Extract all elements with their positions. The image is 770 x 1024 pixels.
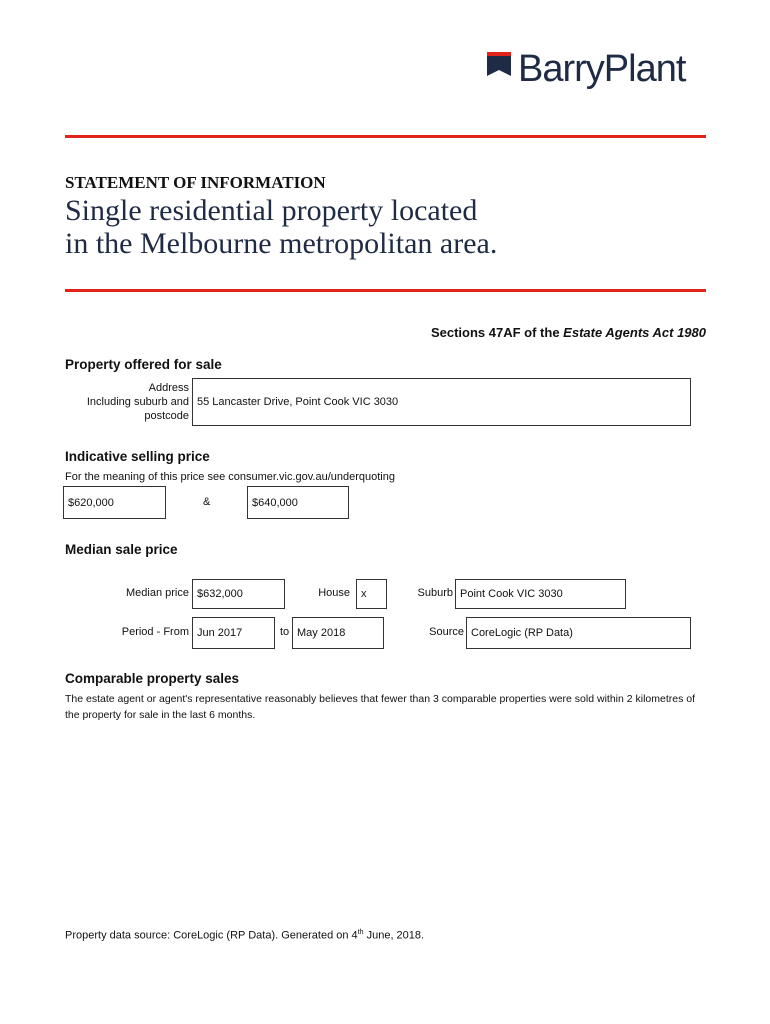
address-label-line-2: Including suburb and (86, 396, 189, 408)
footer-superscript: th (357, 929, 364, 936)
address-label (65, 381, 189, 423)
median-heading: Median sale price (65, 542, 178, 557)
house-checkbox[interactable]: x (356, 579, 387, 609)
price-high-field[interactable]: $640,000 (247, 486, 349, 519)
comparable-heading: Comparable property sales (65, 671, 240, 686)
title-line-1: Single residential property located (65, 194, 478, 227)
period-to-label: to (280, 626, 290, 638)
median-price-label: Median price (126, 587, 189, 599)
footer-text-end: June, 2018. (363, 929, 425, 942)
price-low-field[interactable]: $620,000 (63, 486, 166, 519)
page-title (65, 194, 685, 260)
period-from-field[interactable]: Jun 2017 (192, 617, 275, 649)
middle-divider (65, 289, 706, 292)
address-label-line-3: postcode (144, 410, 189, 422)
title-line-2: in the Melbourne metropolitan area. (65, 227, 498, 260)
footer-text-start: Property data source: CoreLogic (RP Data). Generated on 4 (65, 929, 358, 942)
comparable-statement: The estate agent or agent's representative reasonably believes that fewer than 3 comparable properties were sold within 2 kilometres of the property for sale in the last 6 months. (65, 693, 696, 721)
property-heading: Property offered for sale (65, 357, 222, 372)
sections-prefix: Sections 47AF of the (430, 325, 560, 340)
period-to-field[interactable]: May 2018 (292, 617, 384, 649)
median-price-field[interactable]: $632,000 (192, 579, 285, 609)
address-field[interactable]: 55 Lancaster Drive, Point Cook VIC 3030 (192, 378, 691, 426)
top-divider (65, 135, 706, 138)
document-kicker: STATEMENT OF INFORMATION (65, 173, 326, 192)
source-field[interactable]: CoreLogic (RP Data) (466, 617, 691, 649)
suburb-field[interactable]: Point Cook VIC 3030 (455, 579, 626, 609)
barry-plant-logo-icon (487, 52, 511, 82)
underquoting-note: For the meaning of this price see consumer.vic.gov.au/underquoting (65, 471, 395, 483)
act-name: Estate Agents Act 1980 (563, 325, 706, 340)
source-label: Source (429, 626, 464, 638)
period-from-label: Period - From (121, 626, 189, 638)
property-type-label: House (318, 587, 350, 599)
price-separator: & (203, 496, 211, 508)
suburb-label: Suburb (417, 587, 453, 599)
indicative-heading: Indicative selling price (65, 449, 210, 464)
data-source-footer (65, 929, 424, 942)
address-label-line-1: Address (148, 382, 189, 394)
legislation-reference (431, 325, 706, 340)
brand-logo-text: BarryPlant (518, 48, 686, 90)
